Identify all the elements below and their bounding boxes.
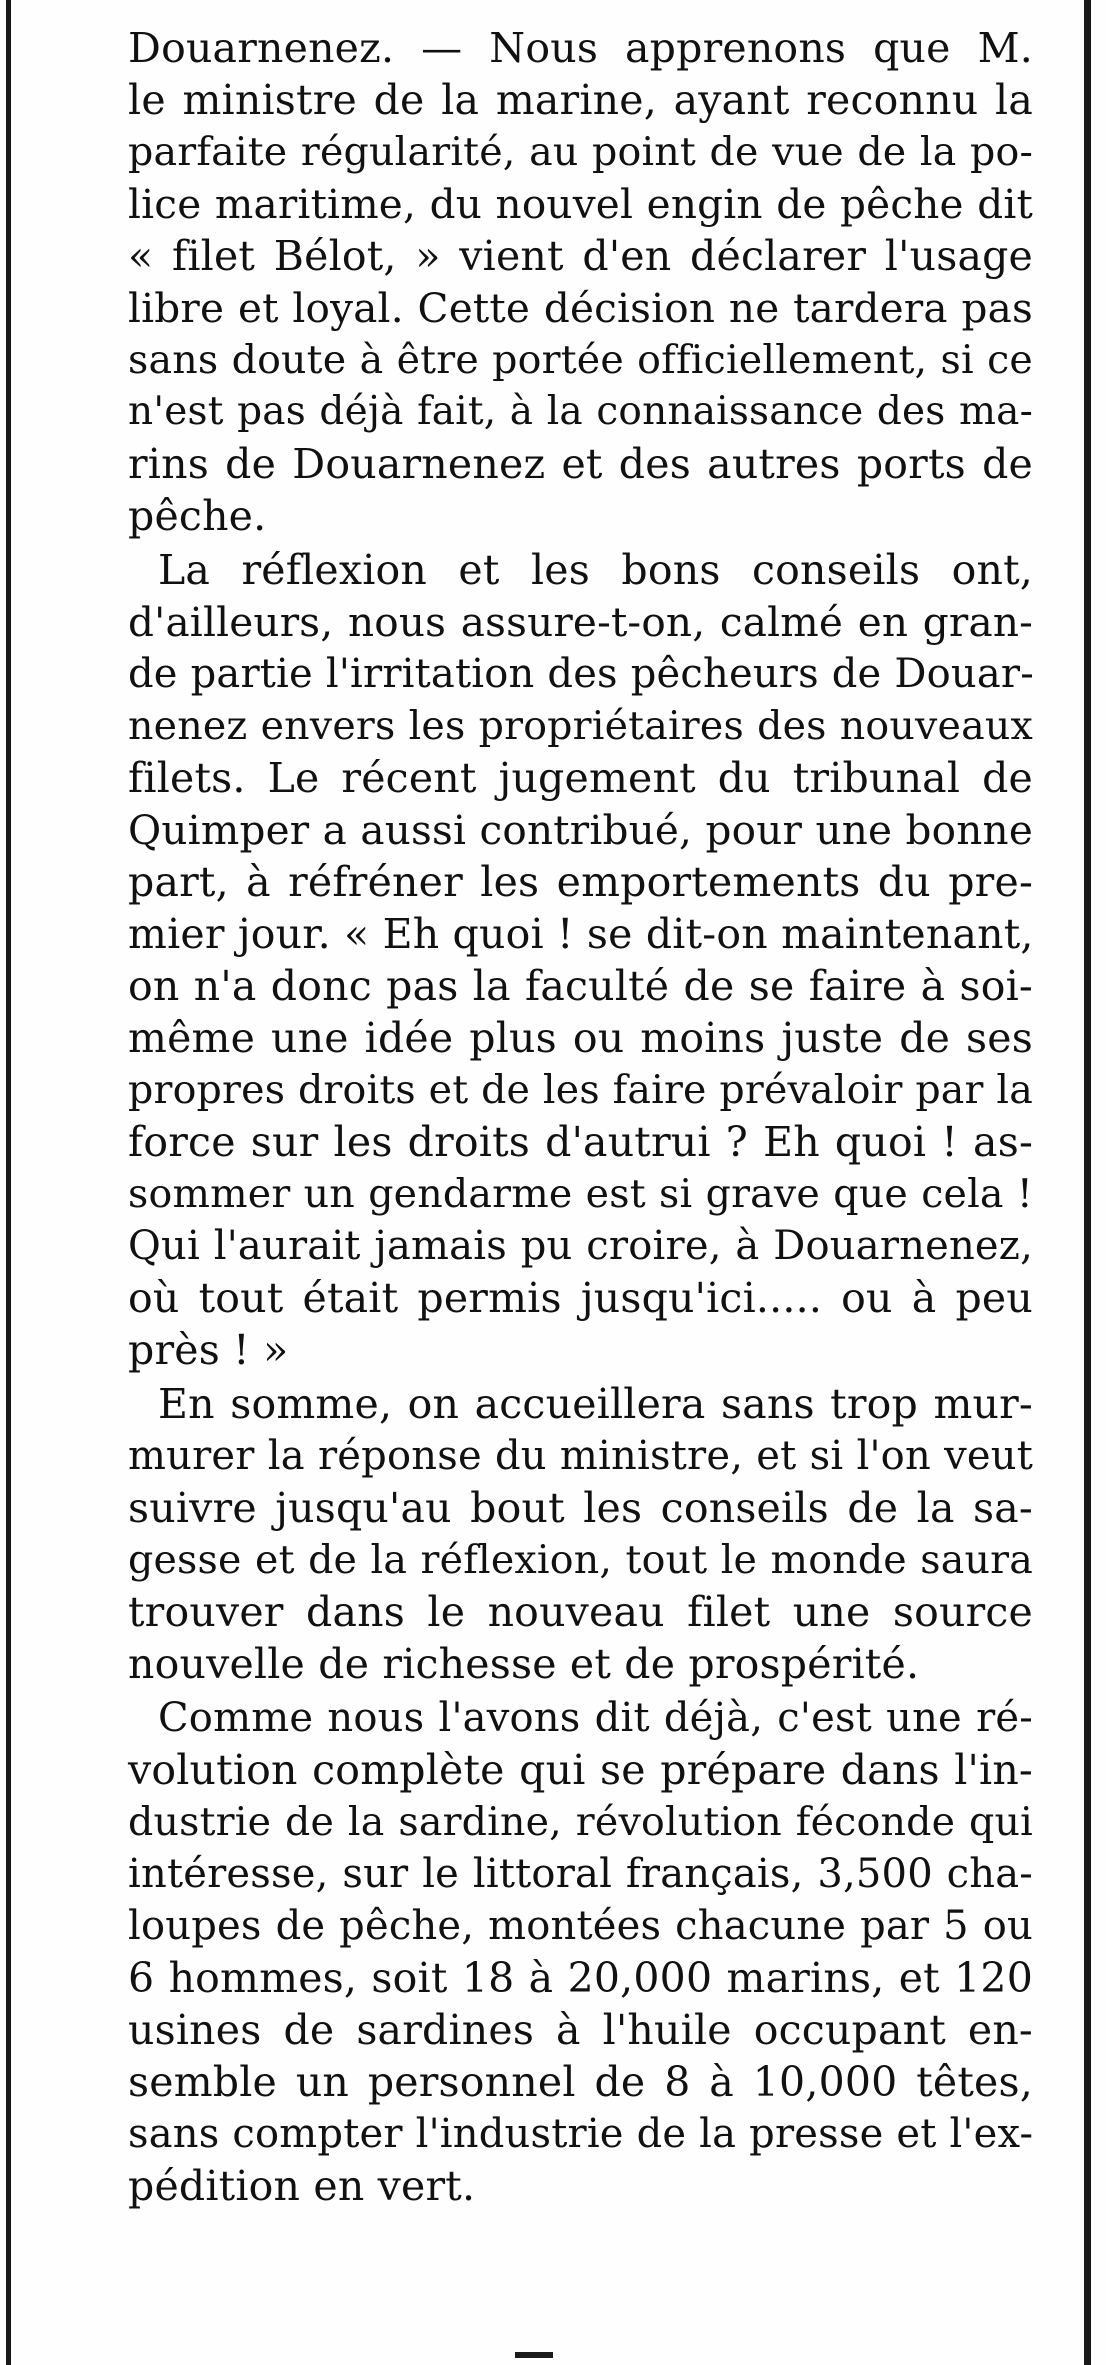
article-line: propres droits et de les faire prévaloir par la	[128, 1067, 1033, 1113]
article-line: gesse et de la réflexion, tout le monde saura	[128, 1537, 1033, 1583]
article-line: force sur les droits d'autrui ? Eh quoi ! as-	[128, 1118, 1033, 1166]
article-line: loupes de pêche, montées chacune par 5 ou	[128, 1903, 1033, 1949]
article-line: parfaite régularité, au point de vue de la po-	[128, 129, 1033, 175]
article-line: on n'a donc pas la faculté de se faire à soi-	[128, 962, 1033, 1010]
article-line: volution complète qui se prépare dans l'in-	[128, 1746, 1033, 1794]
article-line: lice maritime, du nouvel engin de pêche dit	[128, 180, 1033, 228]
article-line: pédition en vert.	[128, 2162, 476, 2210]
article-line: nenez envers les propriétaires des nouveaux	[128, 703, 1033, 749]
article-line: intéresse, sur le littoral français, 3,500 cha-	[128, 1851, 1033, 1897]
article-line: même une idée plus ou moins juste de ses	[128, 1014, 1033, 1062]
article-line: sommer un gendarme est si grave que cela !	[128, 1171, 1033, 1217]
column-rule-right	[1084, 0, 1091, 2365]
article-line: sans doute à être portée officiellement, si ce	[128, 337, 1033, 383]
article-line: usines de sardines à l'huile occupant en-	[128, 2006, 1033, 2054]
article-line: rins de Douarnenez et des autres ports de	[128, 440, 1033, 488]
article-line: part, à réfréner les emportements du pre-	[128, 858, 1033, 906]
article-end-dash	[515, 2352, 553, 2358]
column-rule-left	[6, 0, 11, 2365]
article-line: En somme, on accueillera sans trop mur-	[158, 1380, 1033, 1428]
article-line: de partie l'irritation des pêcheurs de Douar-	[128, 651, 1034, 697]
article-line: d'ailleurs, nous assure-t-on, calmé en gran-	[128, 598, 1033, 646]
article-line: suivre jusqu'au bout les conseils de la sa-	[128, 1484, 1033, 1532]
article-line: trouver dans le nouveau filet une source	[128, 1588, 1033, 1636]
article-line: le ministre de la marine, ayant reconnu la	[128, 76, 1033, 124]
article-line: Quimper a aussi contribué, pour une bonne	[128, 806, 1033, 854]
article-line: mier jour. « Eh quoi ! se dit-on maintenant,	[128, 910, 1034, 958]
article-line: pêche.	[128, 492, 267, 540]
article-line: près ! »	[128, 1326, 289, 1374]
article-line: nouvelle de richesse et de prospérité.	[128, 1640, 920, 1688]
article-line: sans compter l'industrie de la presse et l'ex-	[128, 2111, 1034, 2157]
article-line: libre et loyal. Cette décision ne tardera pas	[128, 284, 1033, 332]
article-line: 6 hommes, soit 18 à 20,000 marins, et 120	[128, 1954, 1033, 2002]
article-line: La réflexion et les bons conseils ont,	[158, 546, 1033, 594]
article-line: semble un personnel de 8 à 10,000 têtes,	[128, 2058, 1033, 2106]
article-line: Qui l'aurait jamais pu croire, à Douarnenez,	[128, 1223, 1033, 1269]
article-line: où tout était permis jusqu'ici..... ou à peu	[128, 1274, 1033, 1322]
article-line: filets. Le récent jugement du tribunal de	[128, 754, 1033, 802]
article-line: n'est pas déjà fait, à la connaissance des ma-	[128, 389, 1033, 434]
article-line: dustrie de la sardine, révolution féconde qui	[128, 1799, 1033, 1845]
article-line: murer la réponse du ministre, et si l'on veut	[128, 1433, 1033, 1479]
article-line: « filet Bélot, » vient d'en déclarer l'usage	[128, 232, 1033, 280]
article-line: Comme nous l'avons dit déjà, c'est une ré-	[158, 1695, 1033, 1741]
article-line: Douarnenez. — Nous apprenons que M.	[128, 24, 1033, 72]
